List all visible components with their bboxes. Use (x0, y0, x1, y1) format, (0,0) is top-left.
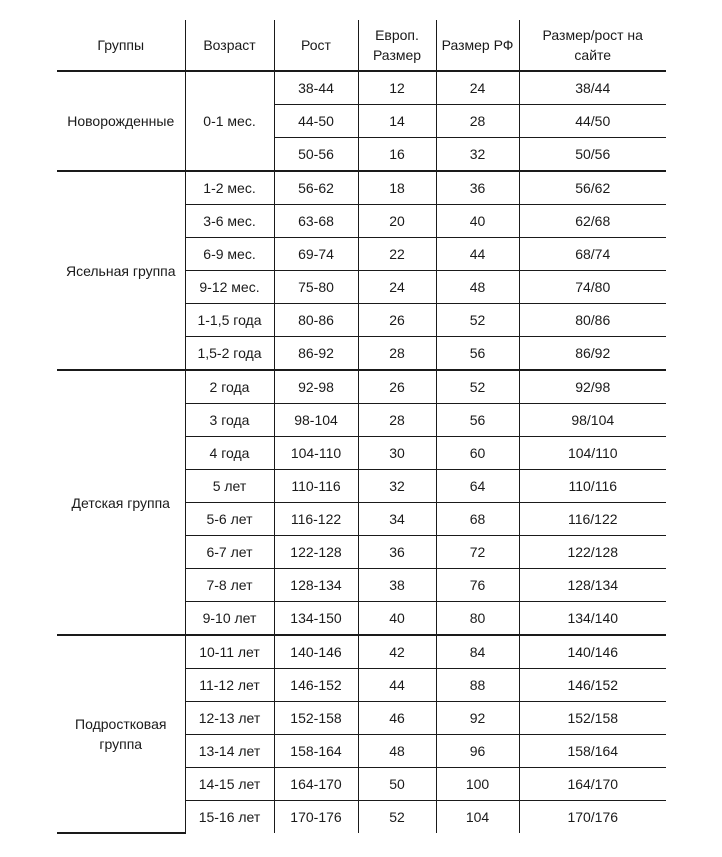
eu-size-cell: 42 (358, 635, 436, 669)
table-row (57, 71, 666, 105)
ru-size-cell: 36 (436, 171, 519, 205)
height-size-cell: 122-128 (274, 536, 358, 569)
site-size-cell: 44/50 (519, 105, 666, 138)
table-row (57, 635, 666, 669)
age-cell: 9-10 лет (185, 602, 274, 636)
site-size-cell: 74/80 (519, 271, 666, 304)
age-cell: 6-7 лет (185, 536, 274, 569)
height-size-cell: 50-56 (274, 138, 358, 172)
ru-size-cell: 92 (436, 702, 519, 735)
ru-size-cell: 84 (436, 635, 519, 669)
height-size-cell: 69-74 (274, 238, 358, 271)
site-size-cell: 146/152 (519, 669, 666, 702)
age-cell: 4 года (185, 437, 274, 470)
group-name-line1: Подростковая (75, 716, 167, 732)
eu-size-cell: 46 (358, 702, 436, 735)
site-size-cell: 104/110 (519, 437, 666, 470)
site-size-cell: 68/74 (519, 238, 666, 271)
header-eu-size-line2: Размер (372, 47, 422, 63)
group-name-line2: группа (99, 736, 143, 752)
age-cell: 3-6 мес. (185, 205, 274, 238)
header-eu-size-line1: Европ. (375, 27, 419, 43)
height-size-cell: 104-110 (274, 437, 358, 470)
age-cell: 9-12 мес. (185, 271, 274, 304)
header-eu-size (358, 20, 436, 71)
group-name-line1: Детская группа (71, 494, 170, 511)
site-size-cell: 92/98 (519, 370, 666, 404)
eu-size-cell: 16 (358, 138, 436, 172)
table-header (57, 20, 666, 71)
header-height: Рост (274, 20, 358, 71)
group-name-cell (57, 635, 185, 833)
eu-size-cell: 44 (358, 669, 436, 702)
height-size-cell: 63-68 (274, 205, 358, 238)
height-size-cell: 158-164 (274, 735, 358, 768)
age-cell: 11-12 лет (185, 669, 274, 702)
group-name-line1: Новорожденные (67, 113, 175, 129)
height-size-cell: 56-62 (274, 171, 358, 205)
ru-size-cell: 96 (436, 735, 519, 768)
group-name-cell (57, 171, 185, 370)
ru-size-cell: 56 (436, 404, 519, 437)
site-size-cell: 158/164 (519, 735, 666, 768)
site-size-cell: 62/68 (519, 205, 666, 238)
ru-size-cell: 64 (436, 470, 519, 503)
site-size-cell: 170/176 (519, 801, 666, 834)
height-size-cell: 164-170 (274, 768, 358, 801)
ru-size-cell: 100 (436, 768, 519, 801)
height-size-cell: 86-92 (274, 337, 358, 371)
table-row (57, 171, 666, 205)
height-size-cell: 110-116 (274, 470, 358, 503)
eu-size-cell: 48 (358, 735, 436, 768)
site-size-cell: 80/86 (519, 304, 666, 337)
eu-size-cell: 38 (358, 569, 436, 602)
eu-size-cell: 22 (358, 238, 436, 271)
eu-size-cell: 50 (358, 768, 436, 801)
age-cell: 1-2 мес. (185, 171, 274, 205)
age-cell: 5-6 лет (185, 503, 274, 536)
eu-size-cell: 20 (358, 205, 436, 238)
site-size-cell: 164/170 (519, 768, 666, 801)
age-cell: 13-14 лет (185, 735, 274, 768)
ru-size-cell: 104 (436, 801, 519, 834)
age-cell: 15-16 лет (185, 801, 274, 834)
height-size-cell: 44-50 (274, 105, 358, 138)
ru-size-cell: 56 (436, 337, 519, 371)
eu-size-cell: 14 (358, 105, 436, 138)
height-size-cell: 98-104 (274, 404, 358, 437)
age-cell: 7-8 лет (185, 569, 274, 602)
header-groups: Группы (57, 20, 185, 71)
age-cell: 1,5-2 года (185, 337, 274, 371)
header-row (57, 20, 666, 71)
age-cell: 6-9 мес. (185, 238, 274, 271)
header-site-size-line2: сайте (574, 47, 612, 63)
site-size-cell: 134/140 (519, 602, 666, 636)
site-size-cell: 50/56 (519, 138, 666, 172)
eu-size-cell: 28 (358, 404, 436, 437)
group-name-cell (57, 370, 185, 635)
height-size-cell: 92-98 (274, 370, 358, 404)
ru-size-cell: 24 (436, 71, 519, 105)
age-cell: 10-11 лет (185, 635, 274, 669)
eu-size-cell: 30 (358, 437, 436, 470)
site-size-cell: 86/92 (519, 337, 666, 371)
eu-size-cell: 32 (358, 470, 436, 503)
site-size-cell: 116/122 (519, 503, 666, 536)
age-cell: 14-15 лет (185, 768, 274, 801)
eu-size-cell: 40 (358, 602, 436, 636)
group-name-cell (57, 71, 185, 171)
eu-size-cell: 12 (358, 71, 436, 105)
height-size-cell: 140-146 (274, 635, 358, 669)
ru-size-cell: 32 (436, 138, 519, 172)
height-size-cell: 128-134 (274, 569, 358, 602)
age-cell: 1-1,5 года (185, 304, 274, 337)
ru-size-cell: 40 (436, 205, 519, 238)
ru-size-cell: 48 (436, 271, 519, 304)
ru-size-cell: 76 (436, 569, 519, 602)
age-cell: 12-13 лет (185, 702, 274, 735)
ru-size-cell: 60 (436, 437, 519, 470)
ru-size-cell: 52 (436, 370, 519, 404)
ru-size-cell: 80 (436, 602, 519, 636)
site-size-cell: 128/134 (519, 569, 666, 602)
site-size-cell: 122/128 (519, 536, 666, 569)
age-cell: 0-1 мес. (185, 71, 274, 171)
ru-size-cell: 72 (436, 536, 519, 569)
site-size-cell: 38/44 (519, 71, 666, 105)
header-site-size-line1: Размер/рост на (542, 27, 643, 43)
age-cell: 2 года (185, 370, 274, 404)
ru-size-cell: 88 (436, 669, 519, 702)
site-size-cell: 56/62 (519, 171, 666, 205)
height-size-cell: 38-44 (274, 71, 358, 105)
height-size-cell: 134-150 (274, 602, 358, 636)
age-cell: 3 года (185, 404, 274, 437)
height-size-cell: 80-86 (274, 304, 358, 337)
site-size-cell: 152/158 (519, 702, 666, 735)
eu-size-cell: 18 (358, 171, 436, 205)
eu-size-cell: 34 (358, 503, 436, 536)
eu-size-cell: 26 (358, 304, 436, 337)
site-size-cell: 98/104 (519, 404, 666, 437)
site-size-cell: 140/146 (519, 635, 666, 669)
height-size-cell: 152-158 (274, 702, 358, 735)
height-size-cell: 75-80 (274, 271, 358, 304)
eu-size-cell: 36 (358, 536, 436, 569)
height-size-cell: 116-122 (274, 503, 358, 536)
size-chart-table (57, 20, 666, 834)
height-size-cell: 146-152 (274, 669, 358, 702)
height-size-cell: 170-176 (274, 801, 358, 834)
header-ru-size: Размер РФ (436, 20, 519, 71)
age-cell: 5 лет (185, 470, 274, 503)
table-row (57, 370, 666, 404)
header-site-size (519, 20, 666, 71)
table-body (57, 71, 666, 833)
ru-size-cell: 44 (436, 238, 519, 271)
group-name-line1: Ясельная группа (65, 262, 176, 279)
ru-size-cell: 68 (436, 503, 519, 536)
site-size-cell: 110/116 (519, 470, 666, 503)
ru-size-cell: 28 (436, 105, 519, 138)
eu-size-cell: 24 (358, 271, 436, 304)
header-age: Возраст (185, 20, 274, 71)
ru-size-cell: 52 (436, 304, 519, 337)
eu-size-cell: 52 (358, 801, 436, 834)
eu-size-cell: 26 (358, 370, 436, 404)
eu-size-cell: 28 (358, 337, 436, 371)
